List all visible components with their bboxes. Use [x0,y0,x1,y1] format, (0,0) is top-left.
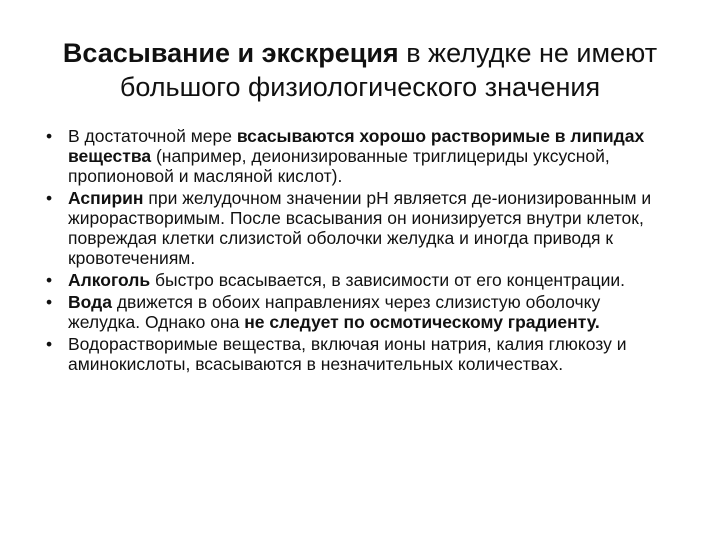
bullet-item-alcohol [46,270,676,290]
slide-title [30,36,690,104]
bullet-text: быстро всасывается, в зависимости от его концентрации. [150,270,626,290]
bullet-dot-icon: • [46,334,53,354]
bullet-text: при желудочном значении pH является де-ионизированным и жирорастворимым. После всасывания он ионизируется внутри клеток, повреждая клетки слизистой оболочки желудка и иногда приводя к кровотечениям. [68,188,652,268]
bullet-bold: Вода [68,292,112,312]
bullet-dot-icon: • [46,188,53,208]
bullet-bold: Алкоголь [68,270,151,290]
bullet-item-aspirin [46,188,676,268]
bullet-item-water-soluble [46,334,676,374]
bullet-bold: всасываются хорошо растворимые в липидах вещества [68,126,645,166]
bullet-text: (например, деионизированные триглицериды уксусной, пропионовой и масляной кислот). [68,146,610,186]
bullet-item-lipid-absorption [46,126,676,186]
bullet-item-water [46,292,676,332]
bullet-dot-icon: • [46,270,53,290]
title-line2: большого физиологического значения [119,72,601,102]
bullet-bold: Аспирин [68,188,144,208]
bullet-list [46,126,676,376]
bullet-text: движется в обоих направлениях через слизистую оболочку желудка. Однако она [68,292,601,332]
bullet-bold: не следует по осмотическому градиенту. [244,312,600,332]
bullet-dot-icon: • [46,292,53,312]
title-rest: в желудке не имеют [398,38,658,68]
bullet-dot-icon: • [46,126,53,146]
title-bold: Всасывание и экскреция [62,38,399,68]
bullet-text: В достаточной мере [68,126,237,146]
bullet-text: Водорастворимые вещества, включая ионы натрия, калия глюкозу и аминокислоты, всасываются в незначительных количествах. [68,334,627,374]
